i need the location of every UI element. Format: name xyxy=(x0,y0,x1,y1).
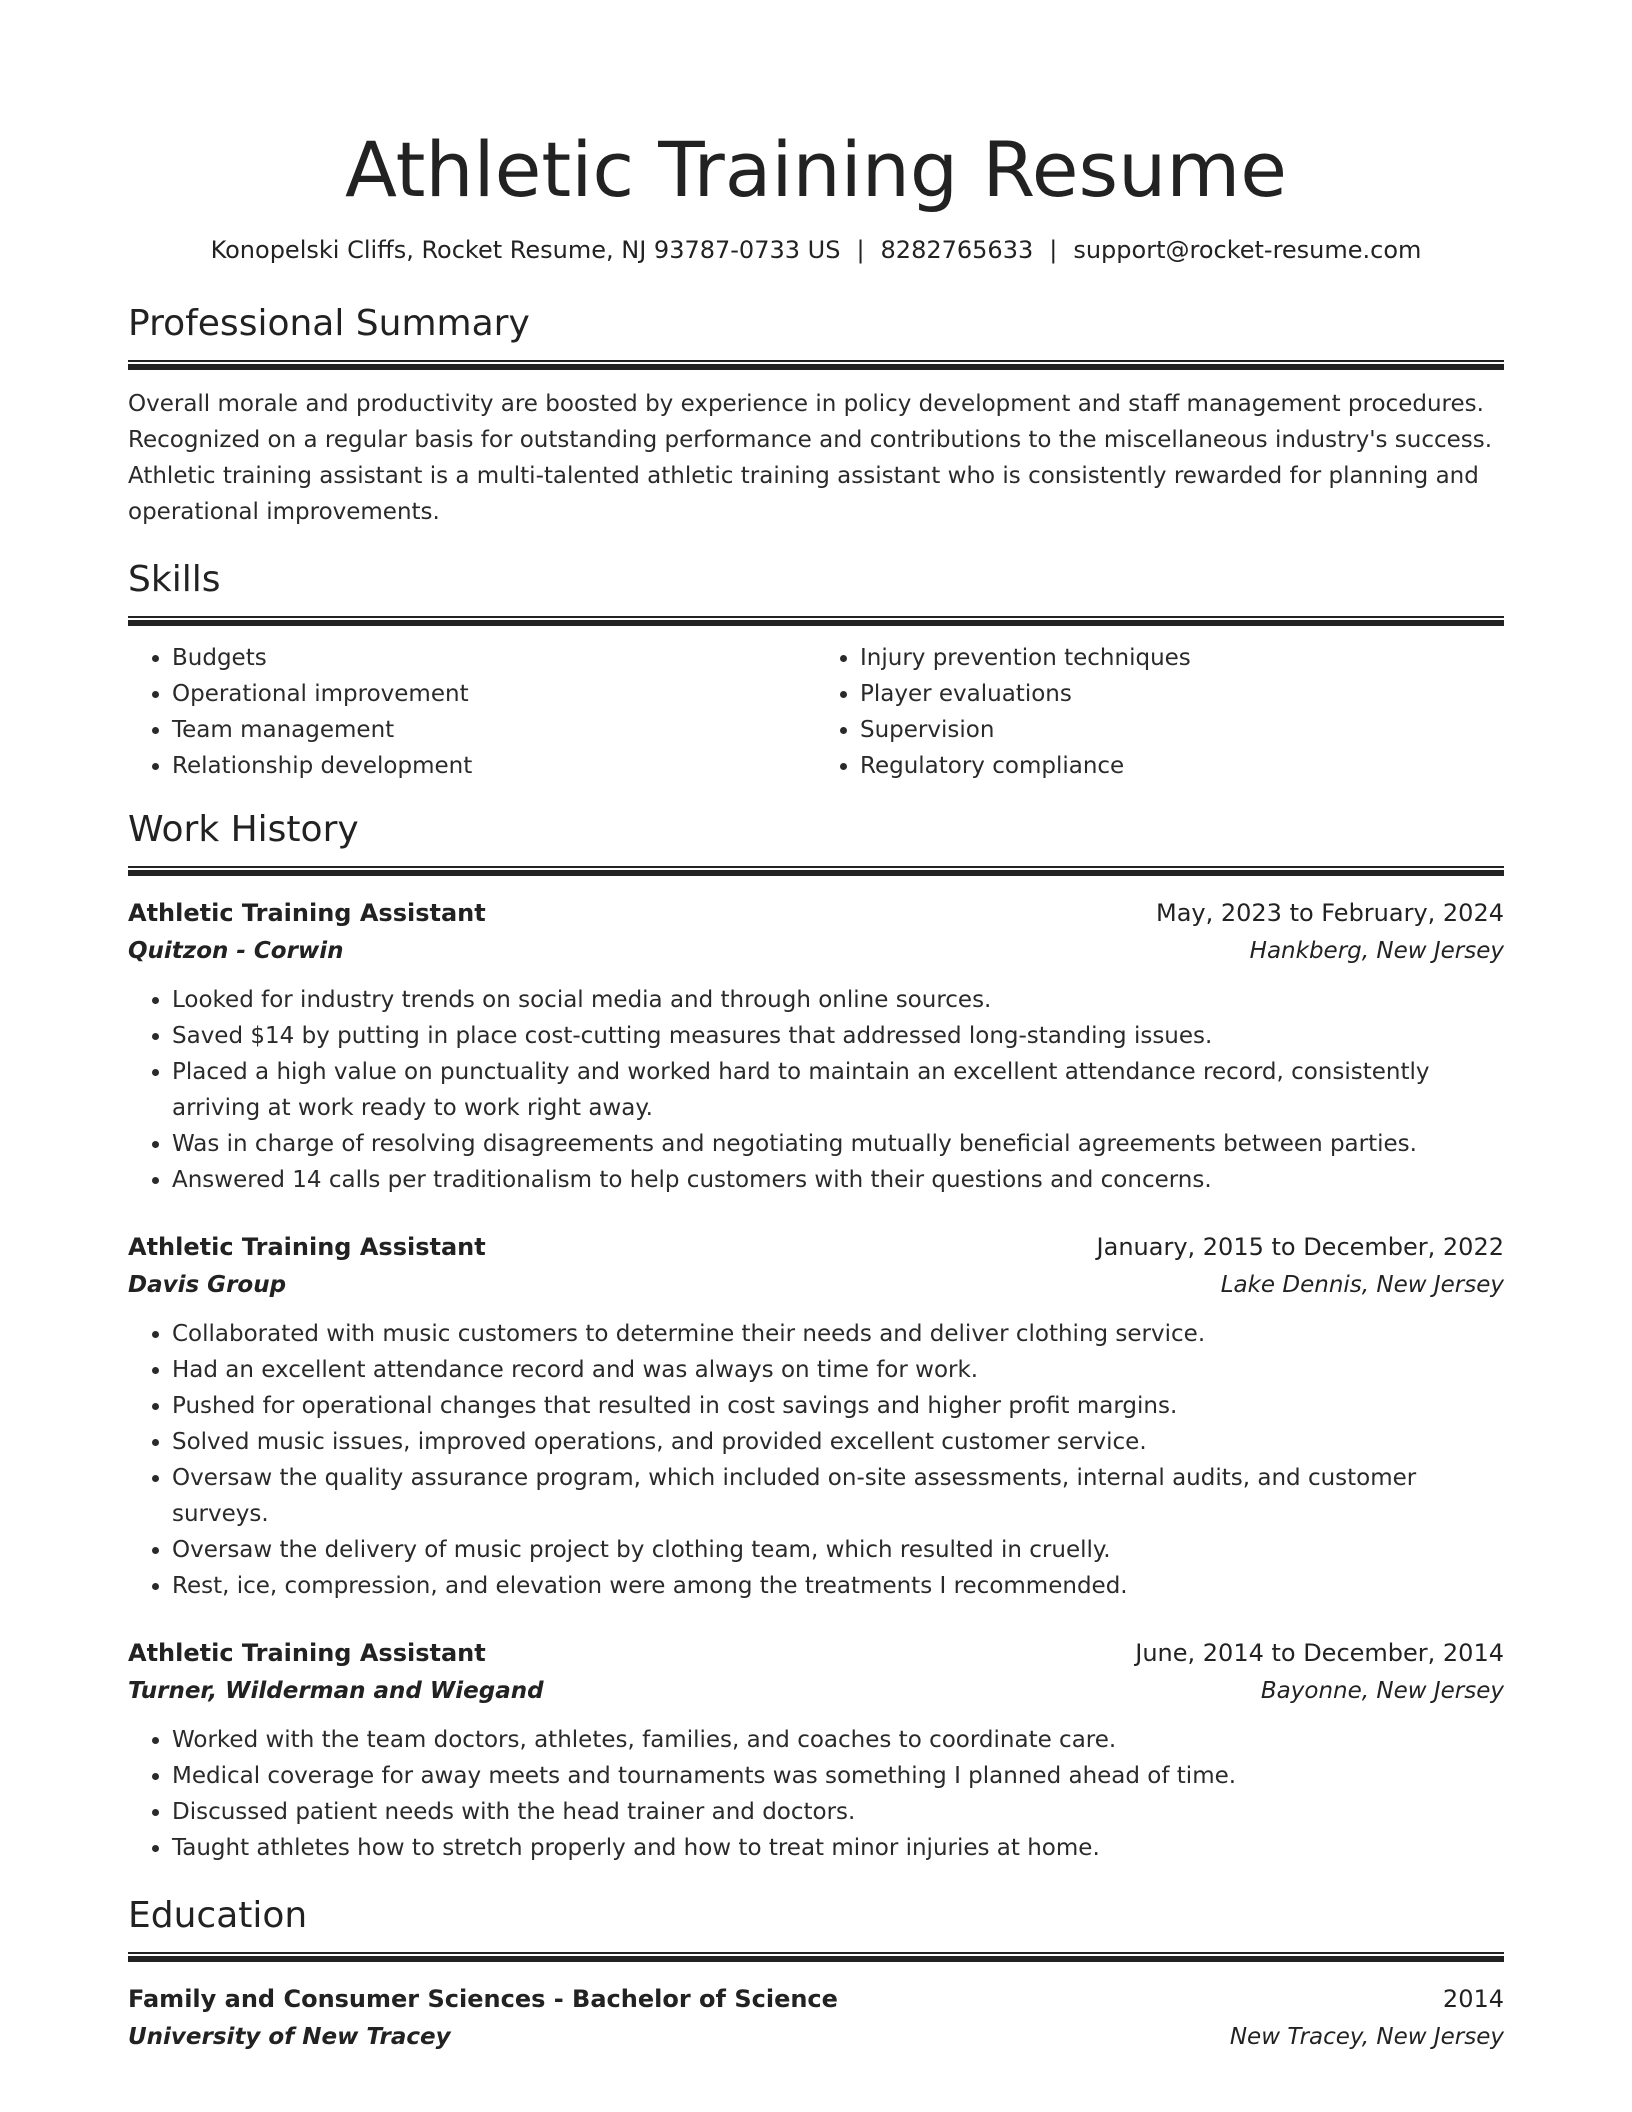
skills-section xyxy=(128,556,1504,784)
skill-item: • Budgets xyxy=(172,640,816,676)
job-bullet: • Pushed for operational changes that resulted in cost savings and higher profit margins. xyxy=(172,1388,1504,1424)
skill-item: • Supervision xyxy=(860,712,1504,748)
job-bullet: • Oversaw the quality assurance program, which included on-site assessments, internal audits, and customer surveys. xyxy=(172,1460,1504,1532)
education-location: New Tracey, New Jersey xyxy=(1229,2024,1504,2050)
job-bullet: • Rest, ice, compression, and elevation were among the treatments I recommended. xyxy=(172,1568,1504,1604)
skill-item: • Regulatory compliance xyxy=(860,748,1504,784)
section-heading-skills: Skills xyxy=(128,559,221,600)
skill-item: • Team management xyxy=(172,712,816,748)
contact-line xyxy=(128,234,1504,266)
contact-separator: | xyxy=(1049,236,1058,264)
job-bullet: • Medical coverage for away meets and tournaments was something I planned ahead of time. xyxy=(172,1758,1504,1794)
job-bullets xyxy=(128,1722,1504,1866)
contact-separator: | xyxy=(856,236,865,264)
section-divider xyxy=(128,1952,1504,1962)
contact-address: Konopelski Cliffs, Rocket Resume, NJ 93787-0733 US xyxy=(210,236,841,264)
job-entry xyxy=(128,894,1504,1198)
job-bullet: • Answered 14 calls per traditionalism to help customers with their questions and concerns. xyxy=(172,1162,1504,1198)
job-bullet: • Oversaw the delivery of music project by clothing team, which resulted in cruelly. xyxy=(172,1532,1504,1568)
summary-section xyxy=(128,300,1504,530)
job-bullet: • Worked with the team doctors, athletes, families, and coaches to coordinate care. xyxy=(172,1722,1504,1758)
skill-item: • Injury prevention techniques xyxy=(860,640,1504,676)
job-dates: May, 2023 to February, 2024 xyxy=(1156,899,1504,927)
job-bullet: • Was in charge of resolving disagreements and negotiating mutually beneficial agreements between parties. xyxy=(172,1126,1504,1162)
job-company: Davis Group xyxy=(128,1272,287,1298)
work-history-section xyxy=(128,806,1504,1866)
contact-phone: 8282765633 xyxy=(880,236,1034,264)
skill-item: • Operational improvement xyxy=(172,676,816,712)
section-heading-summary: Professional Summary xyxy=(128,303,530,344)
skills-column-right xyxy=(816,640,1504,784)
job-bullet: • Taught athletes how to stretch properly and how to treat minor injuries at home. xyxy=(172,1830,1504,1866)
skill-item: • Relationship development xyxy=(172,748,816,784)
contact-email: support@rocket-resume.com xyxy=(1073,236,1422,264)
job-location: Hankberg, New Jersey xyxy=(1249,938,1504,964)
section-divider xyxy=(128,616,1504,626)
section-divider xyxy=(128,866,1504,876)
job-location: Bayonne, New Jersey xyxy=(1260,1678,1504,1704)
job-dates: January, 2015 to December, 2022 xyxy=(1096,1233,1504,1261)
summary-text: Overall morale and productivity are boosted by experience in policy development and staff management procedures. Recognized on a regular basis for outstanding performance and contributions to the miscellaneous industry's success. Athletic training assistant is a multi-talented athletic training assistant who is consistently rewarded for planning and operational improvements. xyxy=(128,391,1493,525)
education-entry xyxy=(128,1980,1504,2056)
job-bullet: • Collaborated with music customers to determine their needs and deliver clothing service. xyxy=(172,1316,1504,1352)
job-title: Athletic Training Assistant xyxy=(128,899,486,927)
job-entry xyxy=(128,1228,1504,1604)
job-bullet: • Discussed patient needs with the head trainer and doctors. xyxy=(172,1794,1504,1830)
job-dates: June, 2014 to December, 2014 xyxy=(1135,1639,1504,1667)
section-divider xyxy=(128,360,1504,370)
job-bullets xyxy=(128,1316,1504,1604)
job-company: Turner, Wilderman and Wiegand xyxy=(128,1678,544,1704)
resume-page xyxy=(128,118,1504,2056)
job-entry xyxy=(128,1634,1504,1866)
job-title: Athletic Training Assistant xyxy=(128,1233,486,1261)
job-bullet: • Saved $14 by putting in place cost-cutting measures that addressed long-standing issues. xyxy=(172,1018,1504,1054)
education-section xyxy=(128,1892,1504,2056)
job-company: Quitzon - Corwin xyxy=(128,938,344,964)
education-year: 2014 xyxy=(1442,1985,1504,2013)
resume-title: Athletic Training Resume xyxy=(344,125,1288,214)
section-heading-work-history: Work History xyxy=(128,809,359,850)
job-location: Lake Dennis, New Jersey xyxy=(1220,1272,1504,1298)
skills-column-left xyxy=(128,640,816,784)
job-bullet: • Had an excellent attendance record and was always on time for work. xyxy=(172,1352,1504,1388)
skill-item: • Player evaluations xyxy=(860,676,1504,712)
job-title: Athletic Training Assistant xyxy=(128,1639,486,1667)
skills-list xyxy=(128,640,1504,784)
education-degree: Family and Consumer Sciences - Bachelor of Science xyxy=(128,1985,838,2013)
job-bullet: • Placed a high value on punctuality and worked hard to maintain an excellent attendance record, consistently arriving at work ready to work right away. xyxy=(172,1054,1504,1126)
job-bullet: • Looked for industry trends on social media and through online sources. xyxy=(172,982,1504,1018)
section-heading-education: Education xyxy=(128,1895,308,1936)
job-bullets xyxy=(128,982,1504,1198)
job-bullet: • Solved music issues, improved operations, and provided excellent customer service. xyxy=(172,1424,1504,1460)
education-school: University of New Tracey xyxy=(128,2024,451,2050)
